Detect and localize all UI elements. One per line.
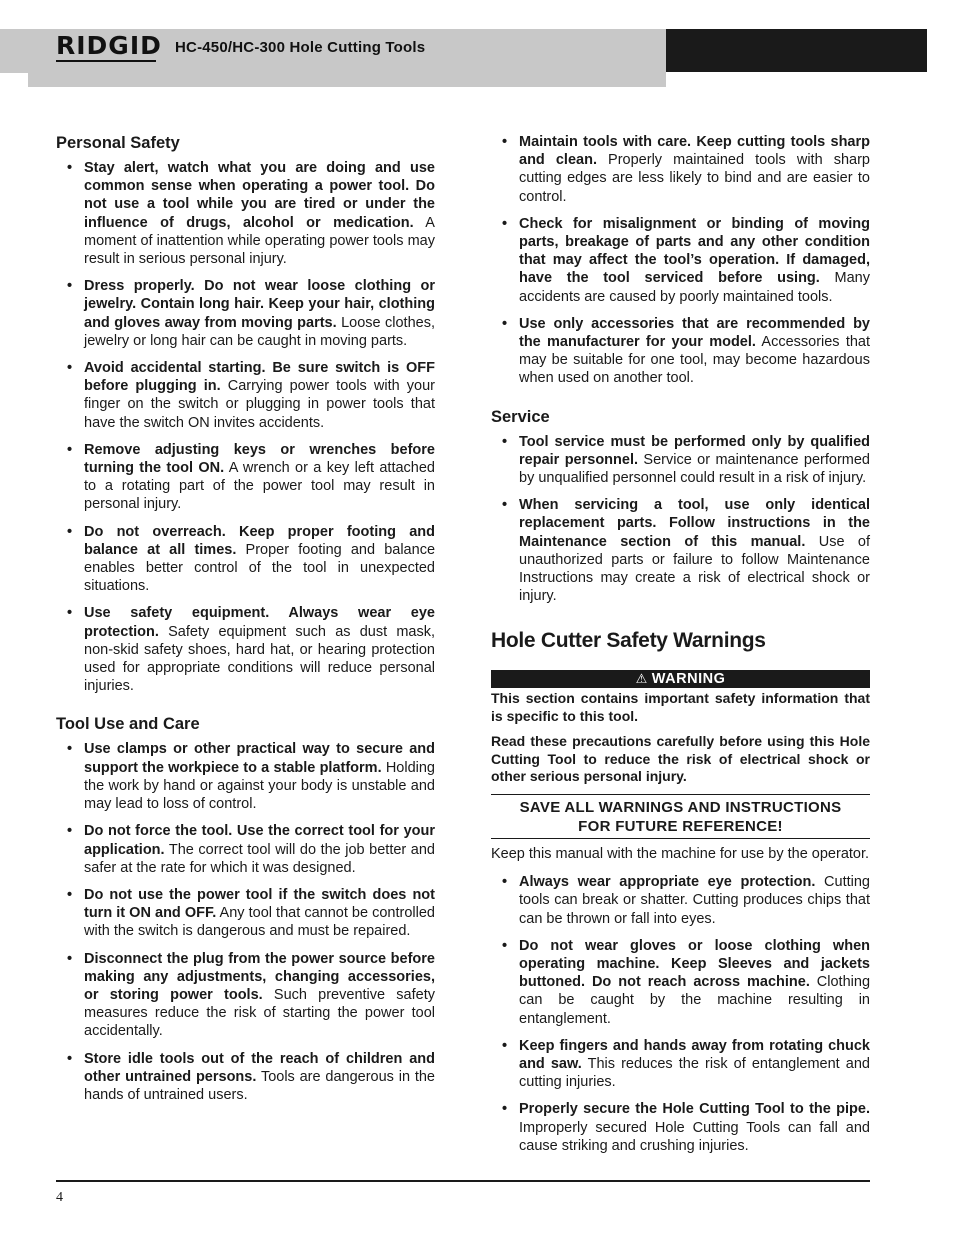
list-item: • Tool service must be performed only by qualified repair personnel. Service or maintenance performed by unqualified personnel could result in a risk of injury. — [491, 433, 870, 488]
list-item: • Dress properly. Do not wear loose clothing or jewelry. Contain long hair. Keep your hair, clothing and gloves away from moving parts. Loose clothes, jewelry or long hair can be caught in moving parts. — [56, 277, 435, 350]
list-item: • Do not force the tool. Use the correct tool for your application. The correct tool will do the job better and safer at the rate for which it was designed. — [56, 822, 435, 877]
service-heading: Service — [491, 407, 550, 426]
list-item: • Properly secure the Hole Cutting Tool to the pipe. Improperly secured Hole Cutting Tools can fall and cause striking and crushing injuries. — [491, 1100, 870, 1155]
keep-manual-text: Keep this manual with the machine for use by the operator. — [491, 845, 870, 862]
list-item: • Keep fingers and hands away from rotating chuck and saw. This reduces the risk of entanglement and cutting injuries. — [491, 1037, 870, 1092]
hole-cutter-heading: Hole Cutter Safety Warnings — [491, 629, 766, 653]
save-line-1: SAVE ALL WARNINGS AND INSTRUCTIONS — [519, 798, 842, 816]
save-line-2: FOR FUTURE REFERENCE! — [578, 817, 783, 835]
list-item: • When servicing a tool, use only identical replacement parts. Follow instructions in the Maintenance section of this manual. Use of unauthorized parts or failure to follow Maintenance Instructions may create a risk of electrical shock or injury. — [491, 496, 870, 605]
list-item: • Always wear appropriate eye protection. Cutting tools can break or shatter. Cutting produces chips that can be thrown or fall into eyes. — [491, 873, 870, 928]
list-item: • Remove adjusting keys or wrenches before turning the tool ON. A wrench or a key left attached to a rotating part of the power tool may result in personal injury. — [56, 441, 435, 514]
list-item: • Use only accessories that are recommended by the manufacturer for your model. Accessories that may be suitable for one tool, may become hazardous when used on another tool. — [491, 315, 870, 388]
header-band-lower — [28, 73, 666, 87]
left-column — [56, 133, 435, 1113]
document-title: HC-450/HC-300 Hole Cutting Tools — [175, 39, 426, 56]
hole-cutter-list — [491, 873, 870, 1155]
list-item: • Disconnect the plug from the power source before making any adjustments, changing accessories, or storing power tools. Such preventive safety measures reduce the risk of starting the power tool accidentally. — [56, 950, 435, 1041]
tool-use-heading: Tool Use and Care — [56, 715, 200, 734]
tool-use-list — [56, 740, 435, 1104]
service-list — [491, 433, 870, 606]
list-item: • Do not overreach. Keep proper footing and balance at all times. Proper footing and balance enables better control of the tool in unexpected situations. — [56, 523, 435, 596]
right-column — [491, 133, 870, 1164]
footer-rule — [56, 1180, 870, 1182]
logo-underline — [56, 60, 156, 62]
warning-text-1: This section contains important safety information that is specific to this tool. — [491, 690, 870, 724]
warning-triangle-icon: ⚠ — [635, 671, 648, 687]
page-number: 4 — [56, 1190, 63, 1205]
warning-banner — [491, 670, 870, 688]
warning-label: WARNING — [651, 671, 726, 688]
ridgid-logo: RIDGID — [56, 31, 162, 60]
save-instructions-box — [491, 794, 870, 839]
list-item: • Use clamps or other practical way to secure and support the workpiece to a stable platform. Holding the work by hand or against your body is unstable and may lead to loss of control. — [56, 740, 435, 813]
list-item: • Avoid accidental starting. Be sure switch is OFF before plugging in. Carrying power tools with your finger on the switch or plugging in power tools that have the switch ON invites accidents. — [56, 359, 435, 432]
list-item: • Use safety equipment. Always wear eye protection. Safety equipment such as dust mask, non-skid safety shoes, hard hat, or hearing protection used for appropriate conditions will reduce personal injuries. — [56, 604, 435, 695]
header-black-block — [666, 29, 927, 72]
list-item: • Check for misalignment or binding of moving parts, breakage of parts and any other condition that may affect the tool’s operation. If damaged, have the tool serviced before using. Many accidents are caused by poorly maintained tools. — [491, 215, 870, 306]
list-item: • Do not wear gloves or loose clothing when operating machine. Keep Sleeves and jackets buttoned. Do not reach across machine. Clothing can be caught by the machine resulting in entanglement. — [491, 937, 870, 1028]
personal-safety-list — [56, 159, 435, 695]
warning-text-2: Read these precautions carefully before using this Hole Cutting Tool to reduce the risk of electrical shock or other serious personal injury. — [491, 733, 870, 785]
list-item: • Maintain tools with care. Keep cutting tools sharp and clean. Properly maintained tools with sharp cutting edges are less likely to bind and are easier to control. — [491, 133, 870, 206]
list-item: • Stay alert, watch what you are doing and use common sense when operating a power tool. Do not use a tool while you are tired or under the influence of drugs, alcohol or medication. A moment of inattention while operating power tools may result in serious personal injury. — [56, 159, 435, 268]
personal-safety-heading: Personal Safety — [56, 134, 180, 152]
list-item: • Do not use the power tool if the switch does not turn it ON and OFF. Any tool that cannot be controlled with the switch is dangerous and must be repaired. — [56, 886, 435, 941]
tool-use-list-continued — [491, 133, 870, 388]
list-item: • Store idle tools out of the reach of children and other untrained persons. Tools are dangerous in the hands of untrained users. — [56, 1050, 435, 1105]
